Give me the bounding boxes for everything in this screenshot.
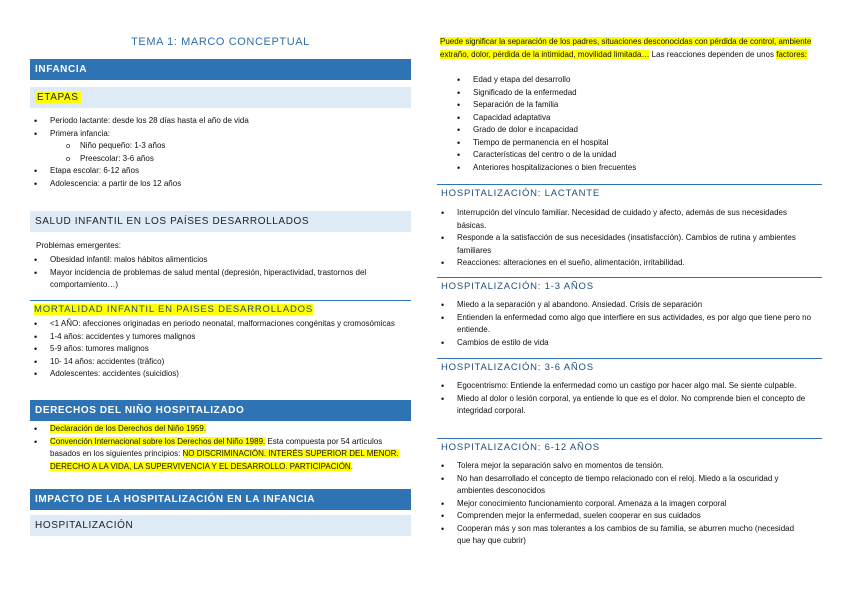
list-item (30, 436, 402, 474)
list-item: • Responde a la satisfacción de sus necesidades (insatisfacción). Cambios de rutina y ambientes familiares (437, 232, 805, 257)
mortalidad-list (30, 318, 402, 381)
list-item: • Comprenden mejor la enfermedad, suelen cooperar en sus cuidados (437, 510, 805, 523)
mortalidad-label: MORTALIDAD INFANTIL EN PAISES DESARROLLADOS (34, 304, 313, 315)
list-item: • Cambios de estilo de vida (437, 337, 815, 350)
lactante-list (437, 207, 805, 270)
intro-text: Las reacciones dependen de unos (649, 49, 777, 59)
list-item: • 5-9 años: tumores malignos (30, 343, 402, 356)
salud-list (30, 254, 380, 292)
h612-list (437, 460, 805, 548)
principios-text: NO DISCRIMINACIÓN. INTERÉS SUPERIOR DEL MENOR. DERECHO A LA VIDA, LA SUPERVIVENCIA Y EL DESARROLLO. PARTICIPACIÓN (50, 449, 399, 471)
list-item: • Miedo a la separación y al abandono. Ansiedad. Crisis de separación (437, 299, 815, 312)
list-item: • Mejor conocimiento funcionamiento corporal. Amenaza a la imagen corporal (437, 498, 805, 511)
section-header-mortalidad (30, 300, 411, 317)
list-item: • Etapa escolar: 6-12 años (30, 165, 411, 178)
convencion-text: Convención Internacional sobre los Derechos del Niño 1989. (50, 436, 266, 446)
list-item: • Tiempo de permanencia en el hospital (453, 137, 818, 150)
salud-intro: Problemas emergentes: (36, 241, 121, 250)
list-item: • Cooperan más y son mas tolerantes a los cambios de su familia, se aburren mucho (necesidad que hay que cubrir) (437, 523, 805, 548)
section-header-infancia: INFANCIA (30, 59, 411, 80)
list-item: o Preescolar: 3-6 años (30, 153, 411, 166)
list-item: • Significado de la enfermedad (453, 87, 818, 100)
list-item: • Miedo al dolor o lesión corporal, ya entiende lo que es el dolor. No comprende bien el concepto de integridad corporal. (437, 393, 815, 418)
list-item: • Edad y etapa del desarrollo (453, 74, 818, 87)
section-header-salud: SALUD INFANTIL EN LOS PAÍSES DESARROLLADOS (30, 211, 411, 232)
list-item: • Reacciones: alteraciones en el sueño, alimentación, irritabilidad. (437, 257, 805, 270)
list-item: • Entienden la enfermedad como algo que interfiere en sus actividades, es por algo que tiene pero no entiende. (437, 312, 815, 337)
h36-list (437, 380, 815, 418)
etapas-label: ETAPAS (37, 92, 79, 103)
list-item: • Adolescentes: accidentes (suicidios) (30, 368, 402, 381)
intro-highlight: Puede significar la separación de los padres, situaciones desconocidas con pérdida de control, ambiente extraño, dolor, pérdida de la intimidad, movilidad limitada… (440, 37, 812, 59)
section-header-lactante: HOSPITALIZACIÓN: LACTANTE (437, 184, 822, 201)
list-item: • Tolera mejor la separación salvo en momentos de tensión. (437, 460, 805, 473)
list-item: • Grado de dolor e incapacidad (453, 124, 818, 137)
list-item: • Periodo lactante: desde los 28 días hasta el año de vida (30, 115, 411, 128)
section-header-3-6: HOSPITALIZACIÓN: 3-6 AÑOS (437, 358, 822, 375)
list-item: • Obesidad infantil: malos hábitos alimenticios (30, 254, 380, 267)
list-item: • Egocentrismo: Entiende la enfermedad como un castigo por hacer algo mal. Se siente culpable. (437, 380, 815, 393)
hospitalizacion-intro (440, 36, 820, 61)
list-item: • Interrupción del vínculo familiar. Necesidad de cuidado y afecto, además de sus necesidades básicas. (437, 207, 805, 232)
list-item: • Mayor incidencia de problemas de salud mental (depresión, hiperactividad, trastornos del comportamiento…) (30, 267, 380, 292)
list-item: • <1 AÑO: afecciones originadas en periodo neonatal, malformaciones congénitas y cromosómicas (30, 318, 402, 331)
list-item: • 10- 14 años: accidentes (tráfico) (30, 356, 402, 369)
section-header-impacto: IMPACTO DE LA HOSPITALIZACIÓN EN LA INFANCIA (30, 489, 411, 510)
list-item: • Adolescencia: a partir de los 12 años (30, 178, 411, 191)
list-item: • Anteriores hospitalizaciones o bien frecuentes (453, 162, 818, 175)
section-header-derechos: DERECHOS DEL NIÑO HOSPITALIZADO (30, 400, 411, 421)
page-title: TEMA 1: MARCO CONCEPTUAL (131, 36, 310, 48)
derechos-list (30, 423, 402, 473)
factores-list (453, 74, 818, 174)
list-item: • Primera infancia: (30, 128, 411, 141)
h13-list (437, 299, 815, 349)
section-header-etapas (30, 87, 411, 108)
list-item: • Capacidad adaptativa (453, 112, 818, 125)
factores-label: factores: (776, 49, 807, 59)
section-header-6-12: HOSPITALIZACIÓN: 6-12 AÑOS (437, 438, 822, 455)
list-item: • Características del centro o de la unidad (453, 149, 818, 162)
etapas-list (30, 115, 411, 190)
convencion-desc: Esta compuesta por 54 artículos basados en los siguientes principios: (50, 436, 383, 458)
list-item (30, 423, 402, 436)
section-header-1-3: HOSPITALIZACIÓN: 1-3 AÑOS (437, 277, 822, 294)
section-header-hospitalizacion: HOSPITALIZACIÓN (30, 515, 411, 536)
list-item: • No han desarrollado el concepto de tiempo relacionado con el reloj. Miedo a la oscuridad y ambientes desconocidos (437, 473, 805, 498)
period: . (350, 461, 353, 471)
list-item: • 1-4 años: accidentes y tumores malignos (30, 331, 402, 344)
list-item: • Separación de la familia (453, 99, 818, 112)
list-item: o Niño pequeño: 1-3 años (30, 140, 411, 153)
derechos-item-1: Declaración de los Derechos del Niño 1959. (50, 424, 207, 433)
